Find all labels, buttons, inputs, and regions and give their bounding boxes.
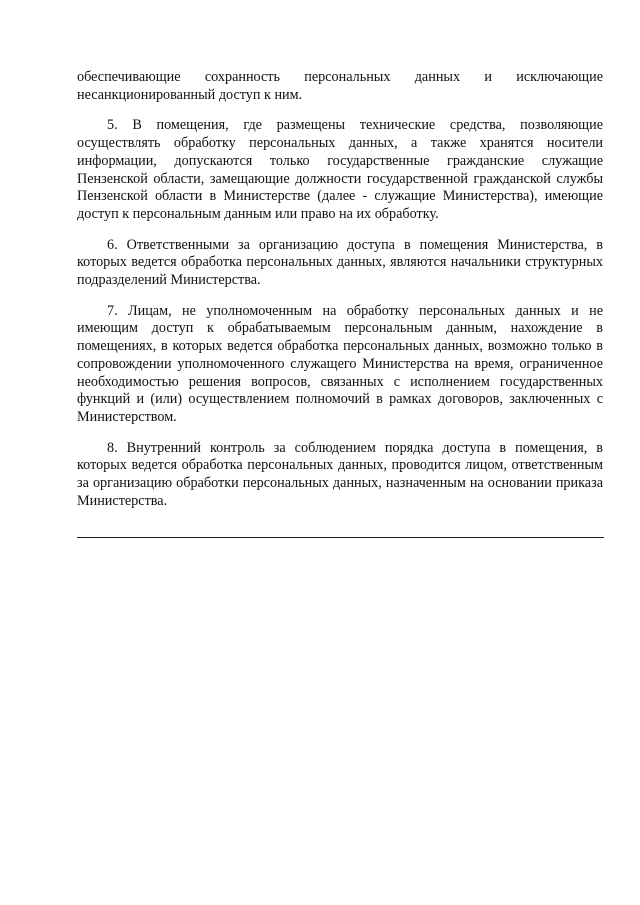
paragraph-gap bbox=[77, 224, 603, 237]
paragraph-item-6: 6. Ответственными за организацию доступа в помещения Министерства, в которых ведется обработка персональных данных, являются начальники структурных подразделений Министерства. bbox=[77, 236, 603, 289]
paragraph-gap bbox=[77, 104, 603, 117]
paragraph-gap bbox=[77, 427, 603, 440]
horizontal-divider bbox=[77, 537, 604, 538]
document-body bbox=[77, 69, 603, 510]
paragraph-item-5: 5. В помещения, где размещены технические средства, позволяющие осуществлять обработку персональных данных, а также хранятся носители информации, допускаются только государственные гражданские служащие Пензенской области, замещающие должности государственной гражданской службы Пензенской области в Министерстве (далее - служащие Министерства), имеющие доступ к персональным данным или право на их обработку. bbox=[77, 117, 603, 222]
paragraph-item-7: 7. Лицам, не уполномоченным на обработку персональных данных и не имеющим доступ к обрабатываемым персональным данным, нахождение в помещениях, в которых ведется обработка персональных данных, возможно только в сопровождении уполномоченного служащего Министерства на время, ограниченное необходимостью решения вопросов, связанных с исполнением государственных функций и (или) осуществлением полномочий в рамках договоров, заключенных с Министерством. bbox=[77, 302, 603, 425]
paragraph-continuation: обеспечивающие сохранность персональных данных и исключающие несанкционированный доступ к ним. bbox=[77, 69, 603, 103]
paragraph-item-8: 8. Внутренний контроль за соблюдением порядка доступа в помещения, в которых ведется обработка персональных данных, проводится лицом, ответственным за организацию обработки персональных данных, назначенным на основании приказа Министерства. bbox=[77, 439, 603, 509]
paragraph-gap bbox=[77, 290, 603, 303]
